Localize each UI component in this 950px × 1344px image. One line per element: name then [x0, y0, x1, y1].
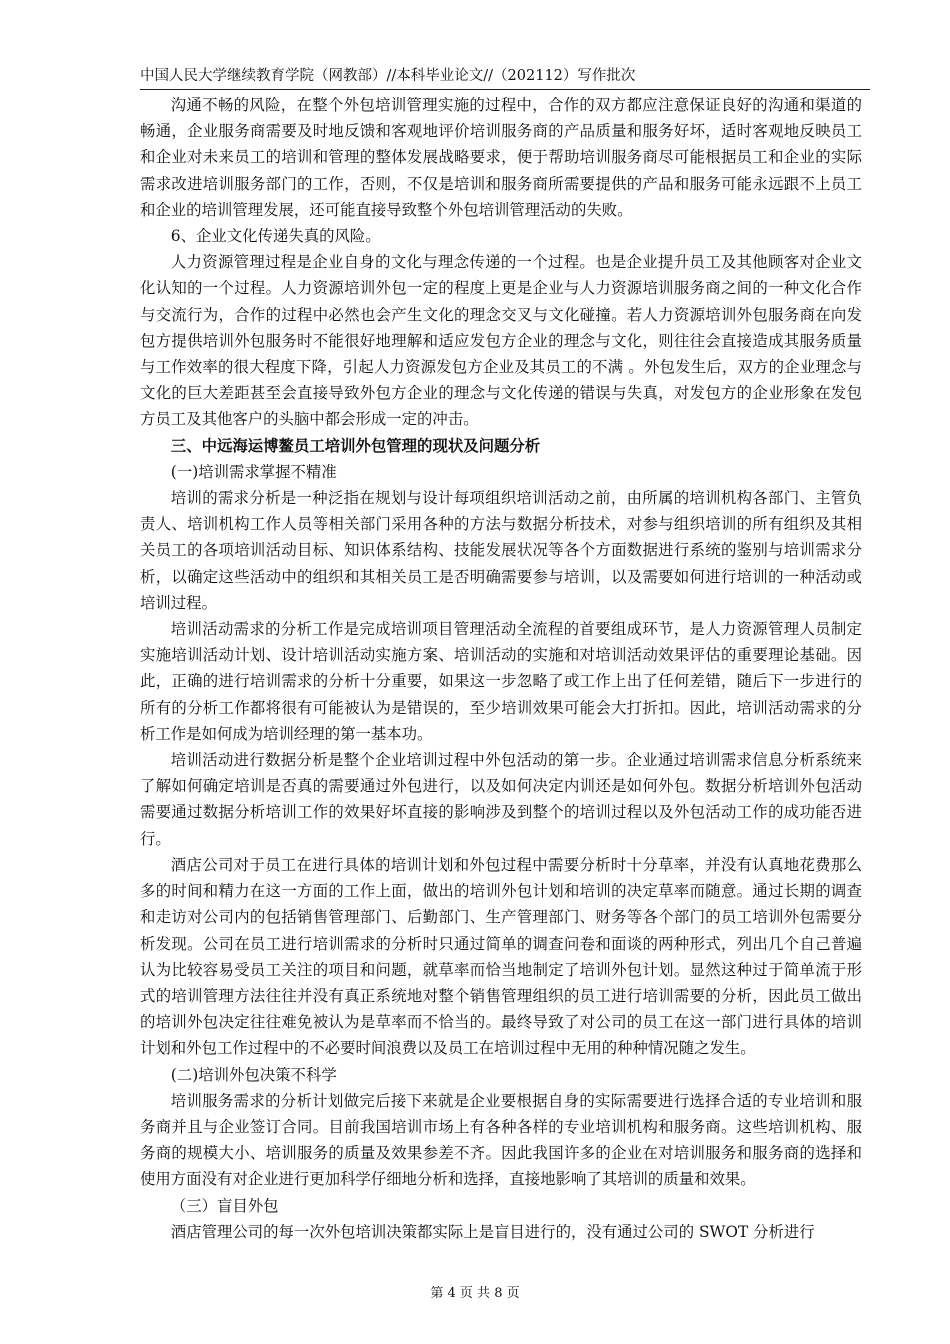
paragraph: 酒店管理公司的每一次外包培训决策都实际上是盲目进行的，没有通过公司的 SWOT 分析进行 [170, 1222, 815, 1241]
paragraph: 酒店公司对于员工在进行具体的培训计划和外包过程中需要分析时十分草率，并没有认真地花费那么多的时间和精力在这一方面的工作上面，做出的培训外包计划和培训的决定草率而随意。通过长期的调查和走访对公司内的包括销售管理部门、后勤部门、生产管理部门、财务等各个部门的员工培训外包需要分析发现。公司在员工进行培训需求的分析时只通过简单的调查问卷和面谈的两种形式，列出几个自己普遍认为比较容易受员工关注的项目和问题，就草率而恰当地制定了培训外包计划。显然这种过于简单流于形式的培训管理方法往往并没有真正系统地对整个销售管理组织的员工进行培训需要的分析，因此员工做出的培训外包决定往往难免被认为是草率而不恰当的。最终导致了对公司的员工在这一部门进行具体的培训计划和外包工作过程中的不必要时间浪费以及员工在培训过程中无用的种种情况随之发生。 [140, 855, 862, 1058]
page-header: 中国人民大学继续教育学院（网教部）//本科毕业论文//（202112）写作批次 [140, 66, 870, 90]
paragraph: 培训活动需求的分析工作是完成培训项目管理活动全流程的首要组成环节，是人力资源管理人员制定实施培训活动计划、设计培训活动实施方案、培训活动的实施和对培训活动效果评估的重要理论基础。因此，正确的进行培训需求的分析十分重要，如果这一步忽略了或工作上出了任何差错，随后下一步进行的所有的分析工作都将很有可能被认为是错误的，至少培训效果可能会大打折扣。因此，培训活动需求的分析工作是如何成为培训经理的第一基本功。 [140, 620, 862, 743]
paragraph: 培训活动进行数据分析是整个企业培训过程中外包活动的第一步。企业通过培训需求信息分析系统来了解如何确定培训是否真的需要通过外包进行，以及如何决定内训还是如何外包。数据分析培训外包活动需要通过数据分析培训工作的效果好坏直接的影响涉及到整个的培训过程以及外包活动工作的成功能否进行。 [140, 751, 862, 848]
numbered-item: 6、企业文化传递失真的风险。 [170, 227, 381, 246]
page-number: 第 4 页 共 8 页 [430, 1286, 520, 1301]
body-text [140, 92, 862, 1245]
subsection-heading: （三）盲目外包 [170, 1196, 279, 1215]
paragraph: 培训服务需求的分析计划做完后接下来就是企业要根据自身的实际需要进行选择合适的专业培训和服务商并且与企业签订合同。目前我国培训市场上有各种各样的专业培训机构和服务商。这些培训机构、服务商的规模大小、培训服务的质量及效果参差不齐。因此我国许多的企业在对培训服务和服务商的选择和使用方面没有对企业进行更加科学仔细地分析和选择，直接地影响了其培训的质量和效果。 [140, 1091, 862, 1189]
paragraph: 人力资源管理过程是企业自身的文化与理念传递的一个过程。也是企业提升员工及其他顾客对企业文化认知的一个过程。人力资源培训外包一定的程度上更是企业与人力资源培训服务商之间的一种文化合作与交流行为，合作的过程中必然也会产生文化的理念交叉与文化碰撞。若人力资源培训外包服务商在向发包方提供培训外包服务时不能很好地理解和适应发包方企业的理念与文化，则往往会直接造成其服务质量与工作效率的很大程度下降，引起人力资源发包方企业及其员工的不满 。外包发生后，双方的企业理念与文化的巨大差距甚至会直接导致外包方企业的理念与文化传递的错误与失真，对发包方的企业形象在发包方员工及其他客户的头脑中都会形成一定的冲击。 [140, 253, 862, 429]
section-heading: 三、中远海运博鳌员工培训外包管理的现状及问题分析 [170, 436, 541, 455]
paragraph: 培训的需求分析是一种泛指在规划与设计每项组织培训活动之前，由所属的培训机构各部门、主管负责人、培训机构工作人员等相关部门采用各种的方法与数据分析技术，对参与组织培训的所有组织及其相关员工的各项培训活动目标、知识体系结构、技能发展状况等各个方面数据进行系统的鉴别与培训需求分析，以确定这些活动中的组织和其相关员工是否明确需要参与培训，以及需要如何进行培训的一种活动或培训过程。 [140, 489, 862, 612]
subsection-heading: (一)培训需求掌握不精准 [170, 462, 337, 481]
paragraph: 沟通不畅的风险，在整个外包培训管理实施的过程中，合作的双方都应注意保证良好的沟通和渠道的畅通，企业服务商需要及时地反馈和客观地评价培训服务商的产品质量和服务好坏，适时客观地反映员工和企业对未来员工的培训和管理的整体发展战略要求，便于帮助培训服务商尽可能根据员工和企业的实际需求改进培训服务部门的工作，否则，不仅是培训和服务商所需要提供的产品和服务可能永远跟不上员工和企业的培训管理发展，还可能直接导致整个外包培训管理活动的失败。 [140, 96, 862, 219]
subsection-heading: (二)培训外包决策不科学 [170, 1065, 337, 1084]
